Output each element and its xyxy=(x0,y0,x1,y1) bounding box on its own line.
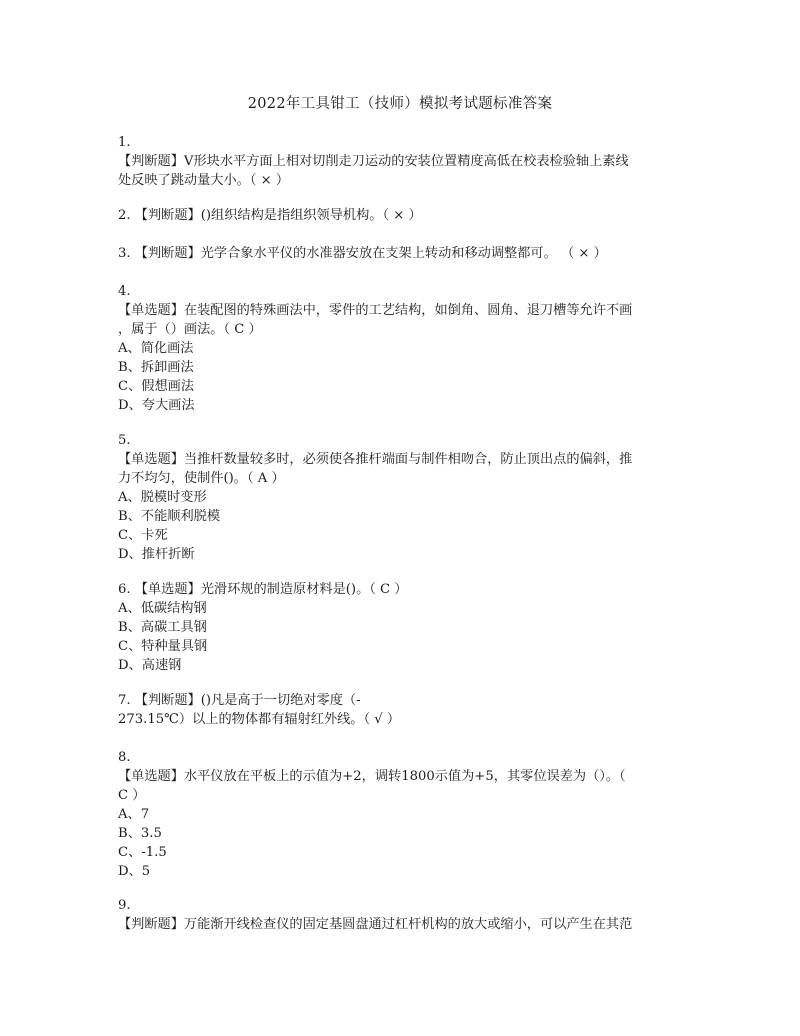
answer-option: B、3.5 xyxy=(118,826,162,841)
question-text: 【判断题】万能渐开线检查仪的固定基圆盘通过杠杆机构的放大或缩小，可以产生在其范 xyxy=(118,917,633,932)
answer-option: B、拆卸画法 xyxy=(118,360,194,375)
question-text: C ） xyxy=(118,788,146,803)
question-5 xyxy=(118,431,690,564)
question-2 xyxy=(118,206,690,225)
question-text: 【单选题】水平仪放在平板上的示值为+2，调转1800示值为+5，其零位误差为（）。（ xyxy=(118,769,626,784)
question-text: 6. 【单选题】光滑环规的制造原材料是()。（ C ） xyxy=(118,582,408,597)
answer-option: C、假想画法 xyxy=(118,379,195,394)
question-text: 【单选题】当推杆数量较多时，必须使各推杆端面与制件相吻合，防止顶出点的偏斜，推 xyxy=(118,452,633,467)
question-7 xyxy=(118,691,690,729)
question-text: 3. 【判断题】光学合象水平仪的水准器安放在支架上转动和移动调整都可。 （ × ） xyxy=(118,246,607,261)
answer-option: A、低碳结构钢 xyxy=(118,601,207,616)
question-text: 【判断题】V形块水平方面上相对切削走刀运动的安装位置精度高低在校表检验轴上素线 xyxy=(118,154,629,169)
answer-option: D、夸大画法 xyxy=(118,398,195,413)
answer-option: C、卡死 xyxy=(118,528,168,543)
question-9 xyxy=(118,896,690,934)
answer-option: A、7 xyxy=(118,807,150,822)
answer-option: C、特种量具钢 xyxy=(118,639,208,654)
answer-option: B、不能顺利脱模 xyxy=(118,509,221,524)
answer-option: D、高速钢 xyxy=(118,658,182,673)
question-text: 力不均匀，使制件()。（ A ） xyxy=(118,471,285,486)
answer-option: D、5 xyxy=(118,864,151,879)
answer-option: A、脱模时变形 xyxy=(118,490,207,505)
document-title: 2022年工具钳工（技师）模拟考试题标准答案 xyxy=(247,96,553,112)
question-number: 1. xyxy=(118,135,131,150)
question-number: 4. xyxy=(118,284,131,299)
question-text: 7. 【判断题】()凡是高于一切绝对零度（- xyxy=(118,693,361,708)
question-6 xyxy=(118,580,690,675)
question-1 xyxy=(118,133,690,190)
answer-option: B、高碳工具钢 xyxy=(118,620,207,635)
question-text: 【单选题】在装配图的特殊画法中，零件的工艺结构，如倒角、圆角、退刀槽等允许不画 xyxy=(118,303,633,318)
question-number: 8. xyxy=(118,750,131,765)
answer-option: D、推杆折断 xyxy=(118,547,195,562)
question-8 xyxy=(118,748,690,881)
answer-option: C、-1.5 xyxy=(118,845,167,860)
question-text: 2. 【判断题】()组织结构是指组织领导机构。（ × ） xyxy=(118,208,422,223)
answer-option: A、简化画法 xyxy=(118,341,194,356)
question-text: 273.15℃）以上的物体都有辐射红外线。（ √ ） xyxy=(118,712,401,727)
question-text: 处反映了跳动量大小。（ × ） xyxy=(118,173,290,188)
question-text: ，属于（）画法。（ C ） xyxy=(118,322,262,337)
question-4 xyxy=(118,282,690,415)
question-number: 9. xyxy=(118,898,131,913)
question-3 xyxy=(118,244,690,263)
question-number: 5. xyxy=(118,433,131,448)
